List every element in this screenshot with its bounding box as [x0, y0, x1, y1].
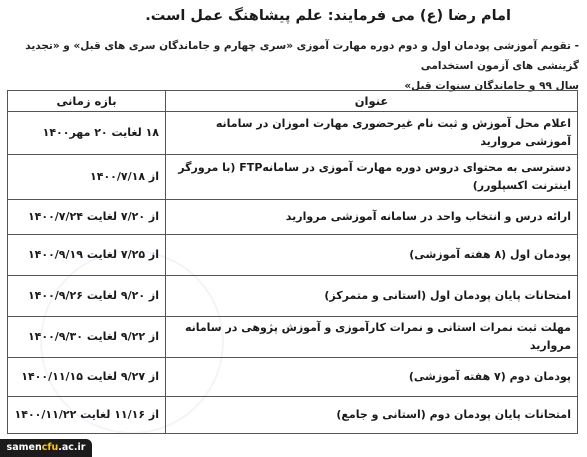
- table-row: [8, 317, 578, 358]
- watermark-part-b: cfu: [41, 442, 59, 453]
- row-period: از ۹/۲۲ لغایت ۱۴۰۰/۹/۳۰: [8, 317, 166, 358]
- table-row: [8, 397, 578, 434]
- row-period: از ۷/۲۰ لغایت ۱۴۰۰/۷/۲۴: [8, 200, 166, 235]
- row-period: از ۱۱/۱۶ لغایت ۱۴۰۰/۱۱/۲۲: [8, 397, 166, 434]
- intro-line-1: - تقویم آموزشی پودمان اول و دوم دوره مهارت آموزی «سری چهارم و جاماندگان سری های قبل» و «تجدید گزینشی های آزمون استخدامی: [25, 40, 579, 72]
- table-row: [8, 112, 578, 155]
- table-header-row: [8, 91, 578, 112]
- watermark-part-c: .ac.ir: [58, 442, 86, 453]
- header-period: بازه زمانی: [8, 91, 166, 112]
- table-row: [8, 200, 578, 235]
- row-title: اعلام محل آموزش و ثبت نام غیرحضوری مهارت اموزان در سامانه آموزشی مروارید: [166, 112, 578, 155]
- table-row: [8, 235, 578, 276]
- row-period: از ۷/۲۵ لغایت ۱۴۰۰/۹/۱۹: [8, 235, 166, 276]
- table-row: [8, 155, 578, 200]
- row-title: ارائه درس و انتخاب واحد در سامانه آموزشی مروارید: [166, 200, 578, 235]
- row-title: پودمان دوم (۷ هفته آموزشی): [166, 358, 578, 397]
- row-period: از ۱۴۰۰/۷/۱۸: [8, 155, 166, 200]
- schedule-intro: [9, 36, 579, 96]
- header-title: عنوان: [166, 91, 578, 112]
- table-row: [8, 276, 578, 317]
- hadith-quote: امام رضا (ع) می فرمایند: علم پیشاهنگ عمل است.: [145, 8, 511, 24]
- row-period: از ۹/۲۰ لغایت ۱۴۰۰/۹/۲۶: [8, 276, 166, 317]
- row-title: امتحانات پایان پودمان اول (استانی و متمرکز): [166, 276, 578, 317]
- row-title: امتحانات پایان پودمان دوم (استانی و جامع): [166, 397, 578, 434]
- row-title: پودمان اول (۸ هفته آموزشی): [166, 235, 578, 276]
- row-period: از ۹/۲۷ لغایت ۱۴۰۰/۱۱/۱۵: [8, 358, 166, 397]
- row-period: ۱۸ لغایت ۲۰ مهر۱۴۰۰: [8, 112, 166, 155]
- site-watermark-badge: [0, 439, 92, 457]
- row-title: دسترسی به محتوای دروس دوره مهارت آموزی در سامانهFTP (با مرورگر اینترنت اکسپلورر): [166, 155, 578, 200]
- table-row: [8, 358, 578, 397]
- watermark-part-a: samen: [6, 442, 42, 453]
- row-title: مهلت ثبت نمرات استانی و نمرات کارآموزی و آموزش پژوهی در سامانه مروارید: [166, 317, 578, 358]
- intro-line-2: سال ۹۹ و جاماندگان سنوات قبل»: [404, 80, 579, 92]
- schedule-table: [7, 90, 578, 434]
